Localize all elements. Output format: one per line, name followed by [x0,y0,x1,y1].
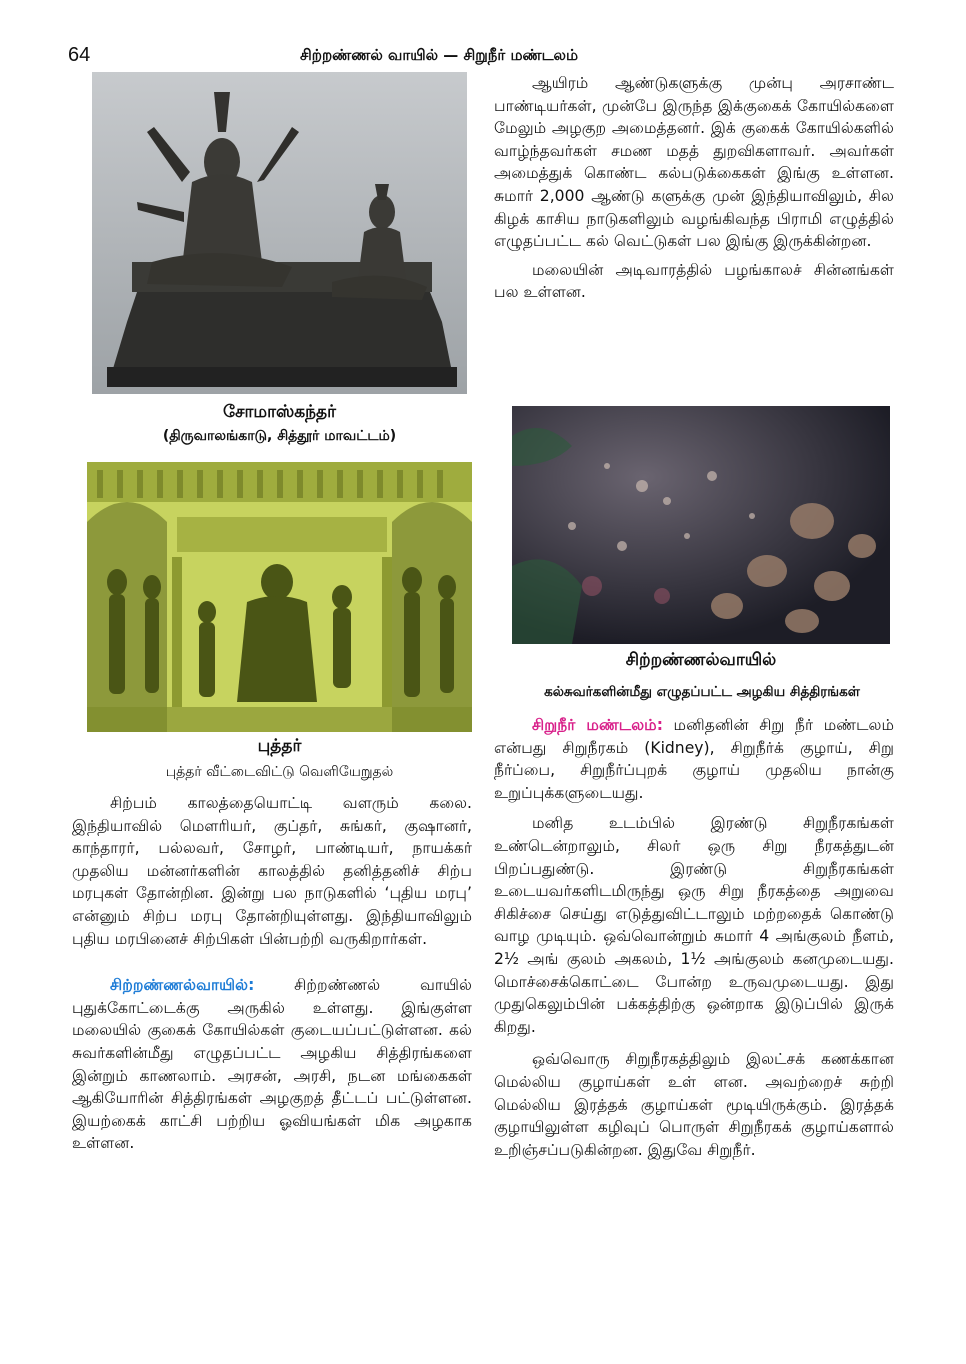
malai-paragraph: மலையின் அடிவாரத்தில் பழங்காலச் சின்னங்கள் பல உள்ளன. [494,260,894,302]
buddhar-relief-photo [87,462,472,732]
sittannavasal-caption-title: சிற்றண்ணல்வாயில் [625,650,777,670]
kidney-intro-paragraph: சிறுநீர் மண்டலம்: மனிதனின் சிறு நீர் மண்டலம் என்பது சிறுநீரகம் (Kidney), சிறுநீர்க் குழாய், சிறு நீர்ப்பை, சிறுநீர்ப்புறக் குழாய் முதலிய நான்கு உறுப்புக்களுடையது. [494,716,894,802]
sittannavasal-painting-photo [512,406,890,644]
buddhar-caption-sub: புத்தர் வீட்டைவிட்டு வெளியேறுதல் [165,764,394,780]
sittannavasal-heading: சிற்றண்ணல்வாயில்: [110,976,255,995]
sittannavasal-caption-sub: கல்சுவர்களின்மீது எழுதப்பட்ட அழகிய சித்திரங்கள் [544,684,860,700]
pandiyar-paragraph: ஆயிரம் ஆண்டுகளுக்கு முன்பு அரசாண்ட பாண்டியர்கள், முன்பே இருந்த இக்குகைக் கோயில்களை மேலும் அழகுற அமைத்தனர். இக் குகைக் கோயில்களில் வாழ்ந்தவர்கள் சமண மதத் துறவிகளாவர். அவர்கள் அமைத்துக் கொண்ட கல்படுக்கைகள் இங்கு உள்ளன. சுமார் 2,000 ஆண்டு களுக்கு முன் இந்தியாவிலும், சில கிழக் காசிய நாடுகளிலும் வழங்கிவந்த பிராமி எழுத்தில் எழுதப்பட்ட கல் வெட்டுகள் பல இங்கு இருக்கின்றன. [494,74,894,251]
buddhar-caption-title: புத்தர் [257,736,302,756]
kidney-heading: சிறுநீர் மண்டலம்: [532,716,663,734]
sittannavasal-paragraph: சிற்றண்ணல்வாயில்: சிற்றண்ணல் வாயில் புதுக்கோட்டைக்கு அருகில் உள்ளது. இங்குள்ள மலையில் குகைக் கோயில்கள் குடையப்பட்டுள்ளன. கல் சுவர்களின்மீது எழுதப்பட்ட அழகிய சித்திரங்களை இன்றும் காணலாம். அரசன், அரசி, நடன மங்கைகள் ஆகியோரின் சித்திரங்கள் அழகுறத் தீட்டப் பட்டுள்ளன. இயற்கைக் காட்சி பற்றிய ஓவியங்கள் மிக அழகாக உள்ளன. [72,976,472,1153]
kidney-paragraph-3: ஒவ்வொரு சிறுநீரகத்திலும் இலட்சக் கணக்கான மெல்லிய குழாய்கள் உள் ளன. அவற்றைச் சுற்றி மெல்லிய இரத்தக் குழாய்கள் மூடியிருக்கும். இரத்தக் குழாயிலுள்ள கழிவுப் பொருள் சிறுநீரகக் குழாய்களால் உறிஞ்சப்படுகின்றன. இதுவே சிறுநீர். [494,1050,894,1159]
somaskandar-caption-title: சோமாஸ்கந்தர் [223,402,336,422]
right-column-bottom [494,714,894,1161]
left-column [72,792,472,1155]
page-number: 64 [68,44,91,66]
right-column-top [494,72,894,304]
sculpture-paragraph: சிற்பம் காலத்தையொட்டி வளரும் கலை. இந்தியாவில் மௌரியர், குப்தர், சுங்கர், குஷானர், காந்தாரர், பல்லவர், சோழர், பாண்டியர், நாயக்கர் முதலிய மன்னர்களின் காலத்தில் தனித்தனிச் சிற்ப மரபுகள் தோன்றின. இன்று பல நாடுகளில் ‘புதிய மரபு’ என்னும் சிற்ப மரபு தோன்றியுள்ளது. இந்தியாவிலும் புதிய மரபினைச் சிற்பிகள் பின்பற்றி வருகிறார்கள். [72,794,472,948]
running-title: சிற்றண்ணல் வாயில் — சிறுநீர் மண்டலம் [300,46,579,64]
kidney-paragraph-2: மனித உடம்பில் இரண்டு சிறுநீரகங்கள் உண்டென்றாலும், சிலர் ஒரு சிறு நீரகத்துடன் பிறப்பதுண்டு. இரண்டு சிறுநீரகங்கள் உடையவர்களிடமிருந்து ஒரு சிறு நீரகத்தை அறுவை சிகிச்சை செய்து எடுத்துவிட்டாலும் மற்றதைக் கொண்டு வாழ முடியும். ஒவ்வொன்றும் சுமார் 4 அங்குலம் நீளம், 2½ அங் குலம் அகலம், 1½ அங்குலம் கனமுடையது. மொச்சைக்கொட்டை போன்ற உருவமுடையது. இது முதுகெலும்பின் பக்கத்திற்கு ஒன்றாக இடுப்பில் இருக் கிறது. [494,814,894,1036]
somaskandar-caption-sub: (திருவாலங்காடு, சித்தூர் மாவட்டம்) [162,428,397,444]
somaskandar-photo [92,72,467,394]
